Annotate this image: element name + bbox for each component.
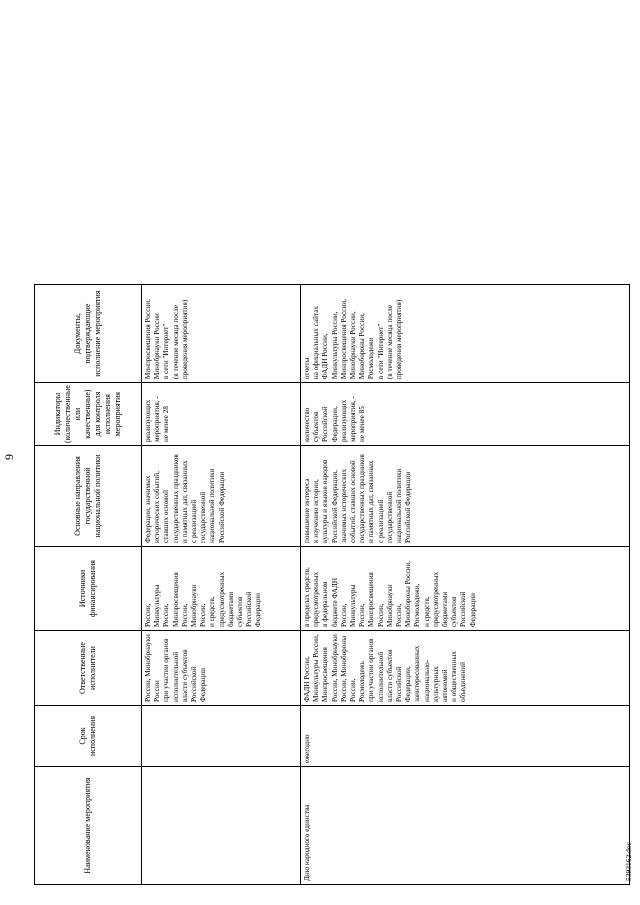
cell-directions-text: повышение интереса к изучению истории, культуры и языков народов Российской Федерации, значимых исторических событий, ставших основой государственных праздников и памятных дат, связанных с реализацией государственной национальной политики Российской Федерации xyxy=(303,454,413,543)
header-documents-text: Документы, подтверждающие исполнение мероприятия xyxy=(73,290,102,377)
header-directions xyxy=(35,446,142,547)
cell-directions xyxy=(142,446,301,547)
header-funding-text: Источники финансирования xyxy=(78,560,97,617)
cell-term-text xyxy=(142,706,144,766)
cell-name-text xyxy=(142,767,144,884)
header-directions-text: Основные направления государственной национальной политики xyxy=(73,454,102,538)
cell-executors xyxy=(142,631,301,706)
cell-executors-text: ФАДН России, Минкультуры России, Минпросвещения России, Минобрнауки России, Минобороны России, Росмолодежь при участии органов исполнительной власти субъектов Российской Федерации, заинтересованных национально- культурных автономий и общественных объединений xyxy=(303,634,468,702)
cell-term xyxy=(142,706,301,767)
cell-indicators-text: количество субъектов Российской Федерации, реализующих мероприятия, - не менее 85 xyxy=(303,396,367,442)
cell-documents-text: Минпросвещения России, Минобрнауки России в сети "Интернет" (в течение месяца после проведения мероприятия) xyxy=(144,299,189,380)
header-term-text: Срок исполнения xyxy=(78,715,97,757)
cell-name xyxy=(301,767,630,885)
cell-name xyxy=(142,767,301,885)
cell-documents-text: отчеты на официальных сайтах ФАДН России, Минкультуры России, Минпросвещения России, Минобрнауки России, Минобороны России, Росмолодежи в сети "Интернет" (в течение месяца после проведения мероприятия) xyxy=(303,299,404,380)
cell-documents xyxy=(301,285,630,383)
table-header-row xyxy=(35,285,142,885)
cell-directions xyxy=(301,446,630,547)
cell-funding xyxy=(142,547,301,631)
cell-indicators-text: реализующих мероприятия, - не менее 28 xyxy=(144,396,171,442)
header-term xyxy=(35,706,142,767)
cell-executors-text: России, Минобрнауки России при участии органов исполнительной власти субъектов Российской Федерации xyxy=(144,634,208,702)
table-row xyxy=(301,285,630,885)
cell-indicators xyxy=(142,383,301,446)
table-row xyxy=(142,285,301,885)
header-name xyxy=(35,767,142,885)
cell-executors xyxy=(301,631,630,706)
cell-term-text: ежегодно xyxy=(303,734,311,763)
cell-directions-text: Федерации, значимых исторических событий, ставших основой государственных праздников и памятных дат, связанных с реализацией государственной национальной политики Российской Федерации xyxy=(144,454,226,543)
header-executors xyxy=(35,631,142,706)
cell-name-text: Дню народного единства xyxy=(303,804,311,881)
header-funding xyxy=(35,547,142,631)
measures-table xyxy=(34,284,630,885)
header-indicators xyxy=(35,383,142,446)
cell-funding xyxy=(301,547,630,631)
header-indicators-text: Индикаторы (количественные или качественные) для контроля исполнения мероприятия xyxy=(53,385,122,443)
header-executors-text: Ответственные исполнители xyxy=(78,642,97,694)
cell-term xyxy=(301,706,630,767)
header-documents xyxy=(35,285,142,383)
cell-documents xyxy=(142,285,301,383)
cell-indicators xyxy=(301,383,630,446)
page-number: 9 xyxy=(2,454,16,460)
document-file-id: 5393162.doc xyxy=(624,842,633,881)
cell-funding-text: России, Минкультуры России, Минпросвещения России, Минобрнауки России, и средств, предусмотренных бюджетами субъектов Российской Федерации xyxy=(144,571,263,627)
header-name-text: Наименование мероприятия xyxy=(83,777,92,874)
cell-funding-text: в пределах средств, предусмотренных в федеральном бюджете ФАДН России, Минкультуры России, Минпросвещения России, Минобрнауки России, Минобороны России, Росмолодежи, и средств, предусмотренных бюджетами субъектов Российской Федерации xyxy=(303,560,477,627)
